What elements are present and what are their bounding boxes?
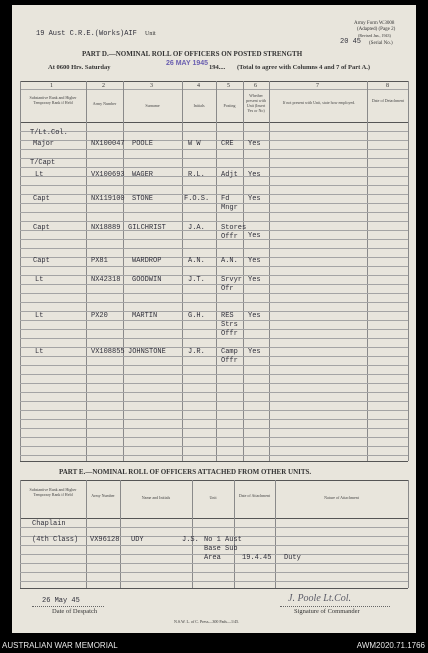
date-stamp: 26 MAY 1945 <box>166 60 209 67</box>
commander-signature: J. Poole Lt.Col. <box>288 593 352 604</box>
form-revised: (Revised Jan., 1943) <box>358 33 391 38</box>
ruled-line <box>20 167 408 168</box>
ruled-line <box>20 338 408 339</box>
form-adapted: (Adapted) (Page 2) <box>357 27 396 32</box>
ruled-line <box>20 140 408 141</box>
ruled-line <box>20 572 408 573</box>
ruled-line <box>20 149 408 150</box>
ruled-line <box>20 266 408 267</box>
col-number-8: 8 <box>386 83 389 89</box>
ruled-line <box>20 212 408 213</box>
ruled-line <box>20 329 408 330</box>
e-unit-line1: No 1 Aust <box>204 536 242 544</box>
posting-cell: Fd Mngr <box>221 195 238 212</box>
e-header-nature: Nature of Attachment <box>324 495 359 500</box>
initials-cell: W W <box>188 140 201 148</box>
ruled-line <box>20 293 408 294</box>
e-rank-line2: (4th Class) <box>32 536 79 544</box>
present-cell: Yes <box>248 276 261 284</box>
ruled-line <box>20 185 408 186</box>
ruled-line <box>20 221 408 222</box>
army-number-cell: NX18889 <box>91 224 121 232</box>
col-number-6: 6 <box>254 83 257 89</box>
ruled-line <box>20 365 408 366</box>
e-unit-line2: Base Sub <box>204 545 238 553</box>
e-unit-line3: Area <box>204 554 221 562</box>
ruled-line <box>20 455 408 456</box>
ruled-line <box>20 239 408 240</box>
rank-cell: Capt <box>33 224 50 232</box>
col-number-1: 1 <box>50 83 53 89</box>
rank-cell: Lt <box>35 312 44 320</box>
header-surname: Surname <box>145 103 160 108</box>
posting-cell: Camp Offr <box>221 348 238 365</box>
army-number-cell: PX20 <box>91 312 108 320</box>
part-d-title: PART D.—NOMINAL ROLL OF OFFICERS ON POSTED STRENGTH <box>82 50 303 58</box>
header-detachment: Date of Detachment <box>371 98 405 103</box>
initials-cell: F.O.S. <box>184 195 210 203</box>
ruled-line <box>20 428 408 429</box>
surname-cell: GOODWIN <box>132 276 162 284</box>
rank-cell: T/Capt <box>30 159 56 167</box>
e-header-rank: Substantive Rank and Higher Temporary Rank if Held <box>29 487 77 497</box>
ruled-line <box>20 131 408 132</box>
unit-label: Unit <box>145 31 156 37</box>
ruled-line <box>20 230 408 231</box>
rank-cell: Lt <box>35 171 44 179</box>
col-number-7: 7 <box>316 83 319 89</box>
surname-cell: MARTIN <box>132 312 158 320</box>
col-number-2: 2 <box>102 83 105 89</box>
ruled-line <box>20 320 408 321</box>
ruled-line <box>20 446 408 447</box>
serial-label: (Serial No.) <box>369 41 393 46</box>
ruled-line <box>20 419 408 420</box>
despatch-date: 26 May 45 <box>42 597 80 605</box>
ruled-line <box>20 275 408 276</box>
ruled-line <box>20 401 408 402</box>
army-number-cell: VX108855 <box>91 348 125 356</box>
army-number-cell: NX100047 <box>91 140 125 148</box>
header-army-number: Army Number <box>92 101 117 106</box>
ruled-line <box>20 347 408 348</box>
ruled-line <box>20 302 408 303</box>
unit-name: 19 Aust C.R.E.(Works)AIF <box>36 30 137 38</box>
ruled-line <box>20 356 408 357</box>
form-number: Army Form W.3008 <box>354 21 395 26</box>
header-posting: Posting <box>223 103 236 108</box>
army-number-cell: NX119100 <box>91 195 125 203</box>
printer-imprint: N.S.W. L. of C. Press—300 Pads—1/45. <box>174 619 240 624</box>
surname-cell: STONE <box>132 195 154 203</box>
header-present: Whether present with Unit (Insert Yes or No) <box>246 93 266 113</box>
e-date: 19.4.45 <box>242 554 272 562</box>
rank-cell: Lt <box>35 276 44 284</box>
ruled-line <box>20 410 408 411</box>
initials-cell: G.H. <box>188 312 205 320</box>
ruled-line <box>20 257 408 258</box>
army-number-cell: VX100693 <box>91 171 125 179</box>
ruled-line <box>20 176 408 177</box>
present-cell: Yes <box>248 232 261 240</box>
e-nature: Duty <box>284 554 301 562</box>
col-number-5: 5 <box>227 83 230 89</box>
total-note: (Total to agree with Columns 4 and 7 of Part A.) <box>237 64 371 71</box>
initials-cell: R.L. <box>188 171 205 179</box>
e-initials: J.S. <box>182 536 199 544</box>
ruled-line <box>20 203 408 204</box>
e-header-army-number: Army Number <box>91 493 115 498</box>
header-initials: Initials <box>193 103 205 108</box>
surname-cell: WARDROP <box>132 257 162 265</box>
form-page <box>12 5 416 633</box>
col-number-4: 4 <box>197 83 200 89</box>
present-cell: Yes <box>248 140 261 148</box>
header-rank: Substantive Rank and Higher Temporary Rank if Held <box>29 95 77 105</box>
caption-left: AUSTRALIAN WAR MEMORIAL <box>2 641 118 650</box>
ruled-line <box>20 158 408 159</box>
e-army-number: VX96128 <box>90 536 120 544</box>
e-header-date: Date of Attachment <box>238 493 271 498</box>
despatch-label: Date of Despatch <box>52 608 98 615</box>
header-employed: If not present with Unit, state how employed. <box>282 100 356 105</box>
part-e-title: PART E.—NOMINAL ROLL OF OFFICERS ATTACHED FROM OTHER UNITS. <box>59 468 312 476</box>
posting-cell: CRE <box>221 140 234 148</box>
ruled-line <box>20 284 408 285</box>
army-number-cell: PX81 <box>91 257 108 265</box>
signature-label: Signature of Commander <box>294 608 360 615</box>
present-cell: Yes <box>248 348 261 356</box>
initials-cell: J.A. <box>188 224 205 232</box>
initials-cell: J.R. <box>188 348 205 356</box>
col-number-3: 3 <box>150 83 153 89</box>
ruled-line <box>20 437 408 438</box>
rank-cell: T/Lt.Col. <box>30 129 68 137</box>
ruled-line <box>20 581 408 582</box>
rank-cell: Major <box>33 140 55 148</box>
present-cell: Yes <box>248 257 261 265</box>
surname-cell: WAGER <box>132 171 154 179</box>
e-header-unit: Unit <box>209 495 217 500</box>
ruled-line <box>20 383 408 384</box>
posting-cell: RES Strs Offr <box>221 312 238 338</box>
surname-cell: GILCHRIST <box>128 224 166 232</box>
present-cell: Yes <box>248 312 261 320</box>
ruled-line <box>20 374 408 375</box>
caption-right: AWM2020.71.1766 <box>356 641 425 650</box>
ruled-line <box>20 563 408 564</box>
ruled-line <box>20 194 408 195</box>
e-rank-line1: Chaplain <box>32 520 66 528</box>
posting-cell: Adjt <box>221 171 238 179</box>
ruled-line <box>20 311 408 312</box>
serial-number: 20 45 <box>340 38 362 46</box>
rank-cell: Lt <box>35 348 44 356</box>
ruled-line <box>20 392 408 393</box>
ruled-line <box>20 527 408 528</box>
part-d-at-line: At 0600 Hrs. Saturday <box>48 64 111 71</box>
posting-cell: A.N. <box>221 257 238 265</box>
surname-cell: POOLE <box>132 140 154 148</box>
initials-cell: J.T. <box>188 276 205 284</box>
initials-cell: A.N. <box>188 257 205 265</box>
rank-cell: Capt <box>33 257 50 265</box>
present-cell: Yes <box>248 195 261 203</box>
year-field: 194.... <box>209 64 226 71</box>
caption-bar <box>0 639 428 653</box>
army-number-cell: NX42318 <box>91 276 121 284</box>
ruled-line <box>20 248 408 249</box>
posting-cell: Srvyr Ofr <box>221 276 243 293</box>
present-cell: Yes <box>248 171 261 179</box>
posting-cell: Stores Offr <box>221 224 247 241</box>
rank-cell: Capt <box>33 195 50 203</box>
e-header-name: Name and Initials <box>141 495 171 500</box>
e-name: UDY <box>131 536 144 544</box>
surname-cell: JOHNSTONE <box>128 348 166 356</box>
